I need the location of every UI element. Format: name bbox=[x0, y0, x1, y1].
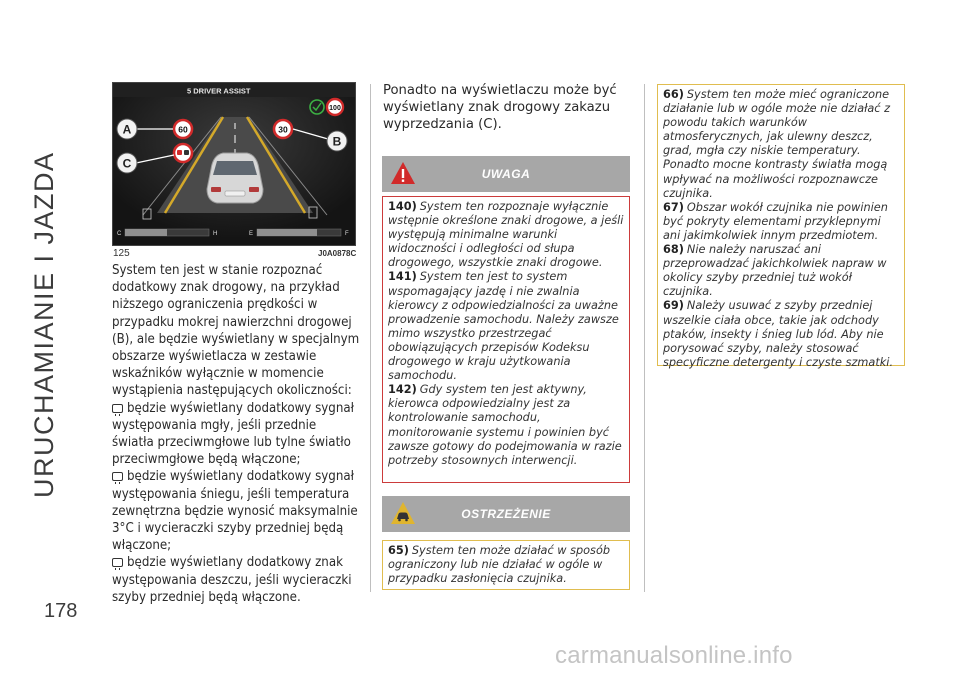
svg-text:100: 100 bbox=[329, 105, 341, 112]
column-divider bbox=[644, 84, 645, 592]
note-entry: 68) Nie należy naruszać ani przeprowadzać jakichkolwiek napraw w okolicy szyby przedniej tuż wokół czujnika. bbox=[663, 243, 887, 299]
caution-header: OSTRZEŻENIE bbox=[382, 496, 630, 532]
top-speed-sign bbox=[327, 99, 343, 115]
bullet-item: będzie wyświetlany dodatkowy sygnał występowania śniegu, jeśli temperatura zewnętrzna będzie wynosić maksymalnie 3°C i wycieraczki szyby przedniej będą włączone; bbox=[112, 469, 358, 554]
svg-text:C: C bbox=[122, 156, 132, 171]
caution-entry: 65) System ten może działać w sposób ograniczony lub nie działać w ogóle w przypadku zasłonięcia czujnika. bbox=[388, 544, 611, 586]
figure-number: 125 bbox=[113, 248, 130, 259]
warning-box bbox=[382, 196, 630, 483]
intro-paragraph: System ten jest w stanie rozpoznać dodatkowy znak drogowy, na przykład niższego ograniczenia prędkości w przypadku mokrej nawierzchni drogowej (B), ale będzie wyświetlany w specjalnym obszarze wyświetlacza w zestawie wskaźników wyłącznie w momencie wystąpienia następujących okoliczności: bbox=[112, 263, 360, 399]
column-1-text bbox=[112, 262, 360, 606]
svg-text:30: 30 bbox=[278, 124, 288, 135]
warning-entry: 140) System ten rozpoznaje wyłącznie wstępnie określone znaki drogowe, a jeśli występują minimalne warunki widoczności i odległości od słupa drogowego, wszystkie znaki drogowe. bbox=[388, 200, 624, 270]
svg-text:B: B bbox=[332, 134, 342, 149]
note-entry: 66) System ten może mieć ograniczone działanie lub w ogóle może nie działać z powodu takich warunków atmosferycznych, jak ulewny deszcz, grad, mgła czy niskie temperatury. Ponadto mocne kontrasty światła mogą wpływać na możliwości rozpoznawcze czujnika. bbox=[663, 88, 891, 200]
bullet-item: będzie wyświetlany dodatkowy znak występowania deszczu, jeśli wycieraczki szyby przedniej będą włączone. bbox=[112, 555, 352, 605]
notes-box bbox=[657, 84, 905, 369]
page-number: 178 bbox=[44, 600, 78, 622]
figure-code: J0A0878C bbox=[318, 249, 357, 258]
speed-limit-sign-a bbox=[174, 120, 192, 138]
note-entry: 67) Obszar wokół czujnika nie powinien być pokryty elementami przyklepnymi ani jakimkolwiek innym przedmiotem. bbox=[663, 200, 888, 242]
svg-text:60: 60 bbox=[178, 124, 188, 135]
bullet-item: będzie wyświetlany dodatkowy sygnał występowania mgły, jeśli przednie światła przeciwmgłowe lub tylne światło przeciwmgłowe będą włączone; bbox=[112, 400, 354, 468]
driver-assist-figure bbox=[112, 82, 356, 246]
note-entry: 69) Należy usuwać z szyby przedniej wszelkie ciała obce, takie jak odchody ptaków, insekty i śnieg lub lód. Aby nie porysować szyby, należy stosować specyficzne detergenty i czyste szmatki. bbox=[663, 299, 894, 369]
svg-text:C: C bbox=[117, 231, 122, 237]
car-icon bbox=[207, 153, 263, 203]
rain-condition-icon bbox=[112, 558, 123, 567]
caution-box bbox=[382, 540, 630, 590]
screen-title: 5 DRIVER ASSIST bbox=[187, 86, 251, 96]
chapter-title: URUCHAMIANIE I JAZDA bbox=[29, 151, 59, 498]
column-divider bbox=[370, 84, 371, 592]
svg-text:A: A bbox=[122, 122, 132, 137]
fog-condition-icon bbox=[112, 404, 123, 413]
watermark: carmanualsonline.info bbox=[555, 642, 793, 669]
speed-limit-sign-b bbox=[274, 120, 292, 138]
cluster-display-illustration bbox=[113, 83, 356, 246]
caution-car-icon bbox=[390, 500, 416, 526]
warning-triangle-icon bbox=[390, 160, 416, 186]
no-overtaking-sign-c bbox=[174, 144, 192, 162]
warning-entry: 141) System ten jest to system wspomagający jazdę i nie zwalnia kierowcy z odpowiedzialności za uważne prowadzenie samochodu. Należy zawsze mimo wszystko przestrzegać obowiązujących przepisów Kodeksu drogowego w kraju użytkowania samochodu. bbox=[388, 270, 619, 383]
snow-condition-icon bbox=[112, 472, 123, 481]
warning-entry: 142) Gdy system ten jest aktywny, kierowca odpowiedzialny jest za kontrolowanie samochodu, monitorowanie systemu i powinien być zawsze gotowy do podejmowania w razie potrzeby stosownych interwencji. bbox=[388, 383, 622, 467]
svg-text:E: E bbox=[249, 231, 254, 237]
svg-text:H: H bbox=[213, 231, 218, 237]
svg-text:F: F bbox=[345, 231, 349, 237]
warning-header: UWAGA bbox=[382, 156, 630, 192]
column-2-intro: Ponadto na wyświetlaczu może być wyświetlany znak drogowy zakazu wyprzedzania (C). bbox=[383, 83, 617, 133]
